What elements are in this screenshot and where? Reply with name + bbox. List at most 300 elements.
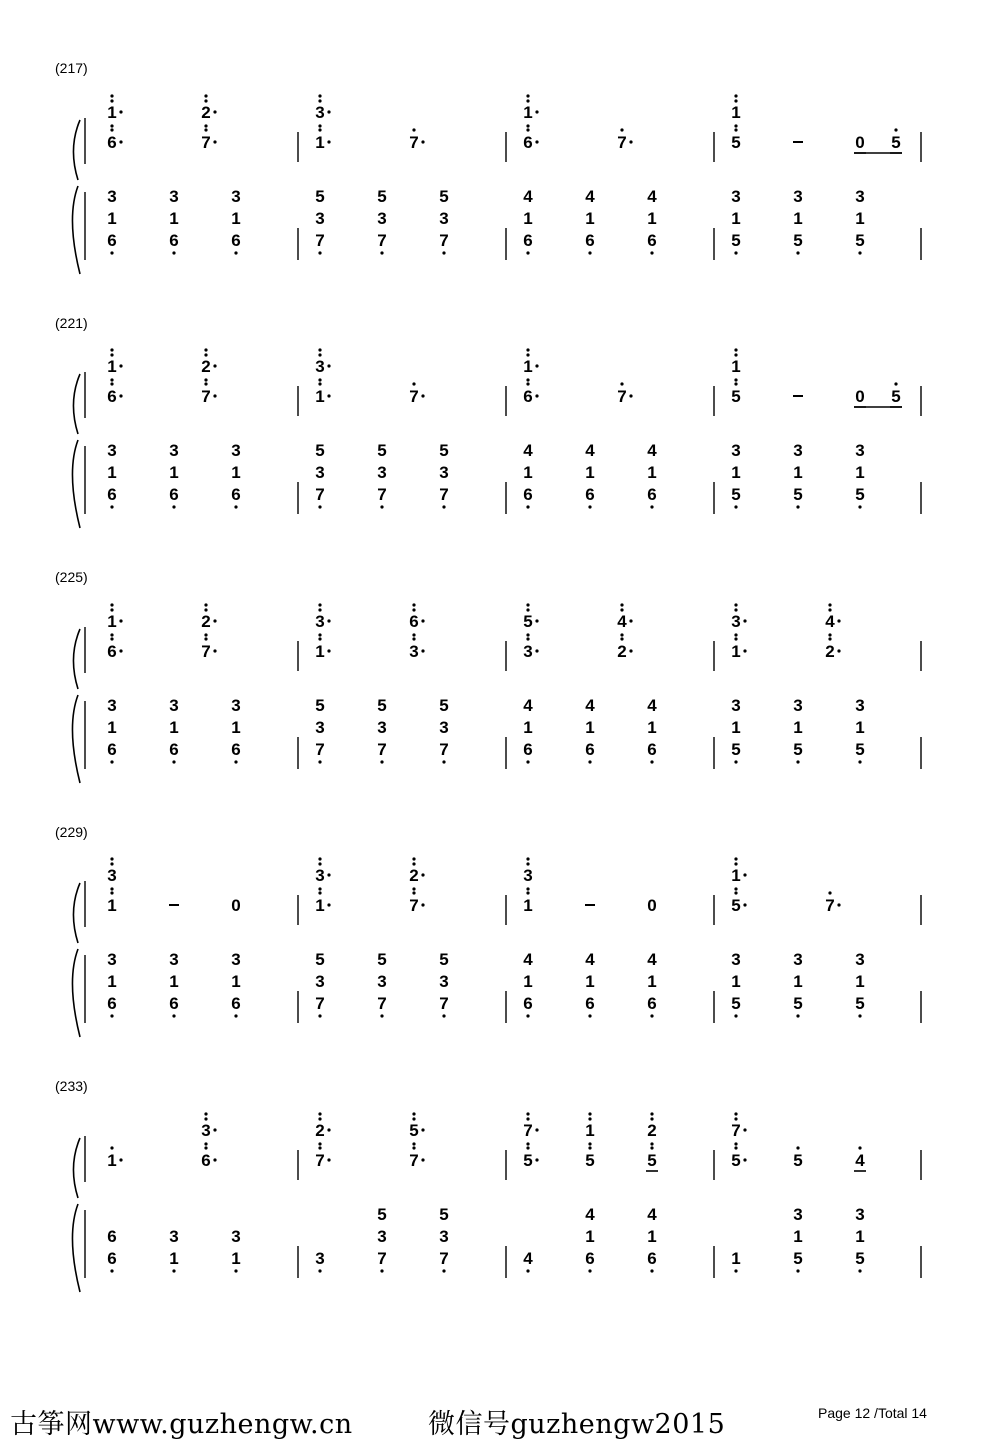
- octave-dot: [734, 378, 737, 381]
- octave-dot: [412, 128, 415, 131]
- bass-note: 1: [731, 1249, 741, 1268]
- treble-note: 1: [315, 896, 325, 915]
- augmentation-dot: [743, 619, 746, 622]
- octave-dot: [588, 760, 591, 763]
- octave-dot: [620, 382, 623, 385]
- treble-note: 7: [409, 896, 419, 915]
- octave-dot: [412, 637, 415, 640]
- bass-note: 1: [855, 1227, 865, 1246]
- octave-dot: [734, 891, 737, 894]
- augmentation-dot: [213, 1158, 216, 1161]
- brace-upper: [73, 120, 80, 180]
- octave-dot: [110, 633, 113, 636]
- bass-note: 3: [855, 950, 865, 969]
- measure-number: (217): [55, 60, 88, 76]
- bass-note: 1: [169, 463, 179, 482]
- bass-note: 6: [523, 231, 533, 250]
- octave-dot: [412, 382, 415, 385]
- octave-dot: [526, 348, 529, 351]
- augmentation-dot: [213, 110, 216, 113]
- octave-dot: [318, 251, 321, 254]
- octave-dot: [204, 348, 207, 351]
- octave-dot: [650, 1112, 653, 1115]
- bass-note: 3: [231, 1227, 241, 1246]
- brace-lower: [72, 186, 80, 274]
- octave-dot: [110, 382, 113, 385]
- bass-note: 7: [377, 994, 387, 1013]
- octave-dot: [734, 124, 737, 127]
- augmentation-dot: [743, 1128, 746, 1131]
- bass-note: 1: [523, 463, 533, 482]
- octave-dot: [110, 857, 113, 860]
- bass-note: 3: [107, 187, 117, 206]
- bass-note: 7: [315, 994, 325, 1013]
- bass-note: 3: [793, 187, 803, 206]
- octave-dot: [526, 1146, 529, 1149]
- treble-upper-note: 1: [523, 103, 533, 122]
- augmentation-dot: [535, 364, 538, 367]
- bass-note: 5: [793, 740, 803, 759]
- augmentation-dot: [119, 619, 122, 622]
- footer-site-text: 古筝网www.guzhengw.cn: [10, 1409, 353, 1440]
- bass-note: 3: [793, 696, 803, 715]
- bass-note: 1: [585, 718, 595, 737]
- treble-note: 7: [409, 387, 419, 406]
- octave-dot: [734, 1269, 737, 1272]
- octave-dot: [318, 1142, 321, 1145]
- octave-dot: [318, 633, 321, 636]
- bass-note: 3: [793, 1205, 803, 1224]
- treble-upper-note: 4: [825, 612, 835, 631]
- octave-dot: [734, 128, 737, 131]
- measure-number: (229): [55, 824, 88, 840]
- augmentation-dot: [327, 1158, 330, 1161]
- bass-note: 5: [377, 1205, 387, 1224]
- treble-note: 2: [617, 642, 627, 661]
- bass-note: 1: [731, 209, 741, 228]
- bass-note: 6: [523, 485, 533, 504]
- bass-note: 3: [377, 972, 387, 991]
- augmentation-dot: [327, 873, 330, 876]
- bass-note: 3: [169, 696, 179, 715]
- octave-dot: [442, 251, 445, 254]
- bass-note: 4: [647, 441, 657, 460]
- augmentation-dot: [837, 619, 840, 622]
- treble-note: 1: [315, 642, 325, 661]
- treble-upper-note: 3: [201, 1121, 211, 1140]
- octave-dot: [734, 94, 737, 97]
- octave-dot: [110, 1269, 113, 1272]
- treble-note: 6: [201, 1151, 211, 1170]
- bass-note: 1: [731, 463, 741, 482]
- octave-dot: [204, 378, 207, 381]
- bass-note: 5: [377, 696, 387, 715]
- octave-dot: [318, 891, 321, 894]
- bass-note: 1: [855, 209, 865, 228]
- augmentation-dot: [119, 140, 122, 143]
- bass-note: 3: [855, 1205, 865, 1224]
- octave-dot: [110, 353, 113, 356]
- bass-note: 6: [585, 994, 595, 1013]
- bass-note: 6: [107, 485, 117, 504]
- bass-note: 4: [585, 1205, 595, 1224]
- treble-upper-note: 1: [107, 612, 117, 631]
- bass-note: 7: [315, 485, 325, 504]
- octave-dot: [412, 603, 415, 606]
- treble-upper-note: 3: [107, 866, 117, 885]
- bass-note: 1: [169, 718, 179, 737]
- octave-dot: [204, 128, 207, 131]
- octave-dot: [172, 1269, 175, 1272]
- bass-note: 3: [855, 441, 865, 460]
- bass-note: 7: [315, 231, 325, 250]
- treble-note: 0: [855, 387, 865, 406]
- bass-note: 4: [585, 696, 595, 715]
- augmentation-dot: [213, 649, 216, 652]
- augmentation-dot: [629, 649, 632, 652]
- bass-note: 5: [315, 950, 325, 969]
- bass-note: 1: [731, 972, 741, 991]
- octave-dot: [526, 251, 529, 254]
- octave-dot: [650, 1269, 653, 1272]
- bass-note: 5: [731, 231, 741, 250]
- octave-dot: [318, 382, 321, 385]
- octave-dot: [172, 251, 175, 254]
- treble-note: 2: [825, 642, 835, 661]
- octave-dot: [858, 760, 861, 763]
- octave-dot: [526, 128, 529, 131]
- bass-note: 1: [647, 972, 657, 991]
- treble-note: 7: [825, 896, 835, 915]
- octave-dot: [526, 124, 529, 127]
- octave-dot: [858, 251, 861, 254]
- octave-dot: [620, 128, 623, 131]
- bass-note: 3: [439, 718, 449, 737]
- bass-note: 4: [647, 187, 657, 206]
- bass-note: 4: [647, 1205, 657, 1224]
- octave-dot: [650, 251, 653, 254]
- bass-note: 5: [439, 696, 449, 715]
- octave-dot: [894, 128, 897, 131]
- augmentation-dot: [213, 1128, 216, 1131]
- treble-note: 5: [585, 1151, 595, 1170]
- bass-note: 4: [523, 950, 533, 969]
- augmentation-dot: [327, 619, 330, 622]
- bass-note: 1: [647, 209, 657, 228]
- bass-note: 1: [793, 463, 803, 482]
- augmentation-dot: [119, 649, 122, 652]
- octave-dot: [318, 862, 321, 865]
- bass-note: 6: [585, 740, 595, 759]
- octave-dot: [858, 1269, 861, 1272]
- octave-dot: [110, 378, 113, 381]
- octave-dot: [526, 94, 529, 97]
- octave-dot: [110, 891, 113, 894]
- bass-note: 1: [793, 718, 803, 737]
- treble-note: 6: [107, 642, 117, 661]
- octave-dot: [734, 348, 737, 351]
- bass-note: 3: [107, 696, 117, 715]
- octave-dot: [172, 1014, 175, 1017]
- octave-dot: [318, 1117, 321, 1120]
- treble-upper-note: 1: [523, 357, 533, 376]
- bass-note: 3: [439, 463, 449, 482]
- brace-upper: [73, 374, 80, 434]
- bass-note: 6: [647, 994, 657, 1013]
- treble-note: 7: [409, 1151, 419, 1170]
- octave-dot: [110, 637, 113, 640]
- bass-note: 1: [231, 718, 241, 737]
- octave-dot: [318, 99, 321, 102]
- bass-note: 5: [793, 485, 803, 504]
- octave-dot: [894, 382, 897, 385]
- treble-upper-note: 2: [201, 612, 211, 631]
- octave-dot: [234, 1269, 237, 1272]
- octave-dot: [204, 99, 207, 102]
- augmentation-dot: [535, 1128, 538, 1131]
- bass-note: 3: [169, 1227, 179, 1246]
- bass-note: 3: [793, 950, 803, 969]
- augmentation-dot: [213, 394, 216, 397]
- octave-dot: [796, 251, 799, 254]
- bass-note: 5: [793, 231, 803, 250]
- octave-dot: [650, 760, 653, 763]
- octave-dot: [650, 1142, 653, 1145]
- octave-dot: [412, 1142, 415, 1145]
- octave-dot: [318, 94, 321, 97]
- octave-dot: [412, 1112, 415, 1115]
- octave-dot: [620, 633, 623, 636]
- octave-dot: [412, 857, 415, 860]
- augmentation-dot: [327, 649, 330, 652]
- octave-dot: [204, 603, 207, 606]
- bass-note: 3: [107, 441, 117, 460]
- bass-note: 3: [231, 950, 241, 969]
- octave-dot: [650, 1014, 653, 1017]
- bass-note: 1: [585, 1227, 595, 1246]
- octave-dot: [442, 505, 445, 508]
- augmentation-dot: [535, 110, 538, 113]
- bass-note: 4: [585, 950, 595, 969]
- bass-note: 1: [647, 463, 657, 482]
- octave-dot: [204, 1142, 207, 1145]
- octave-dot: [734, 1142, 737, 1145]
- treble-upper-note: 3: [315, 866, 325, 885]
- octave-dot: [734, 382, 737, 385]
- octave-dot: [110, 128, 113, 131]
- augmentation-dot: [743, 1158, 746, 1161]
- bass-note: 6: [107, 1249, 117, 1268]
- augmentation-dot: [629, 394, 632, 397]
- octave-dot: [526, 637, 529, 640]
- octave-dot: [734, 633, 737, 636]
- octave-dot: [110, 603, 113, 606]
- bass-note: 3: [377, 1227, 387, 1246]
- bass-note: 5: [377, 187, 387, 206]
- octave-dot: [620, 637, 623, 640]
- bass-note: 7: [377, 485, 387, 504]
- octave-dot: [526, 891, 529, 894]
- octave-dot: [588, 1014, 591, 1017]
- bass-note: 3: [231, 696, 241, 715]
- bass-note: 6: [523, 740, 533, 759]
- bass-note: 4: [647, 950, 657, 969]
- treble-note: 1: [107, 896, 117, 915]
- octave-dot: [380, 1269, 383, 1272]
- octave-dot: [318, 608, 321, 611]
- octave-dot: [734, 760, 737, 763]
- octave-dot: [734, 1014, 737, 1017]
- octave-dot: [620, 608, 623, 611]
- bass-note: 5: [731, 994, 741, 1013]
- octave-dot: [526, 633, 529, 636]
- bass-note: 5: [793, 1249, 803, 1268]
- bass-note: 1: [169, 972, 179, 991]
- bass-note: 6: [647, 231, 657, 250]
- brace-upper: [73, 629, 80, 689]
- bass-note: 6: [523, 994, 533, 1013]
- octave-dot: [318, 760, 321, 763]
- octave-dot: [318, 1014, 321, 1017]
- bass-note: 3: [169, 441, 179, 460]
- treble-upper-note: 6: [409, 612, 419, 631]
- treble-upper-note: 2: [201, 357, 211, 376]
- bass-note: 6: [107, 1227, 117, 1246]
- bass-note: 6: [107, 994, 117, 1013]
- augmentation-dot: [535, 140, 538, 143]
- bass-note: 4: [523, 696, 533, 715]
- treble-note: 0: [231, 896, 241, 915]
- bass-note: 3: [315, 209, 325, 228]
- bass-note: 5: [439, 187, 449, 206]
- treble-upper-note: 5: [523, 612, 533, 631]
- bass-note: 3: [731, 696, 741, 715]
- octave-dot: [620, 603, 623, 606]
- bass-note: 1: [169, 1249, 179, 1268]
- octave-dot: [588, 1112, 591, 1115]
- bass-note: 5: [439, 1205, 449, 1224]
- octave-dot: [828, 891, 831, 894]
- octave-dot: [318, 857, 321, 860]
- octave-dot: [734, 1146, 737, 1149]
- octave-dot: [526, 382, 529, 385]
- octave-dot: [412, 608, 415, 611]
- augmentation-dot: [743, 649, 746, 652]
- measure-number: (225): [55, 569, 88, 585]
- bass-note: 6: [169, 485, 179, 504]
- bass-note: 3: [315, 972, 325, 991]
- octave-dot: [234, 1014, 237, 1017]
- octave-dot: [380, 505, 383, 508]
- bass-note: 1: [793, 972, 803, 991]
- octave-dot: [442, 1269, 445, 1272]
- bass-note: 5: [315, 441, 325, 460]
- octave-dot: [526, 603, 529, 606]
- augmentation-dot: [421, 873, 424, 876]
- octave-dot: [588, 1269, 591, 1272]
- augmentation-dot: [743, 873, 746, 876]
- bass-note: 1: [231, 209, 241, 228]
- octave-dot: [412, 633, 415, 636]
- octave-dot: [110, 1014, 113, 1017]
- octave-dot: [110, 99, 113, 102]
- bass-note: 4: [585, 187, 595, 206]
- augmentation-dot: [119, 394, 122, 397]
- octave-dot: [526, 1014, 529, 1017]
- treble-note: 5: [647, 1151, 657, 1170]
- treble-note: 5: [731, 1151, 741, 1170]
- footer-wechat-text: 微信号guzhengw2015: [428, 1409, 726, 1440]
- bass-note: 4: [647, 696, 657, 715]
- brace-lower: [72, 440, 80, 528]
- octave-dot: [380, 1014, 383, 1017]
- octave-dot: [828, 603, 831, 606]
- bass-note: 7: [377, 231, 387, 250]
- octave-dot: [734, 505, 737, 508]
- treble-upper-note: 1: [107, 103, 117, 122]
- brace-lower: [72, 949, 80, 1037]
- treble-upper-note: 5: [409, 1121, 419, 1140]
- augmentation-dot: [213, 140, 216, 143]
- bass-note: 1: [647, 718, 657, 737]
- bass-note: 1: [585, 209, 595, 228]
- octave-dot: [204, 1146, 207, 1149]
- treble-note: 7: [201, 642, 211, 661]
- augmentation-dot: [119, 364, 122, 367]
- octave-dot: [412, 887, 415, 890]
- octave-dot: [110, 1146, 113, 1149]
- augmentation-dot: [327, 140, 330, 143]
- octave-dot: [204, 124, 207, 127]
- augmentation-dot: [119, 110, 122, 113]
- bass-note: 5: [377, 441, 387, 460]
- bass-note: 6: [169, 740, 179, 759]
- bass-note: 6: [231, 485, 241, 504]
- bass-note: 4: [523, 187, 533, 206]
- bass-note: 1: [855, 718, 865, 737]
- octave-dot: [442, 760, 445, 763]
- treble-note: 0: [647, 896, 657, 915]
- octave-dot: [318, 378, 321, 381]
- octave-dot: [110, 608, 113, 611]
- bass-note: 1: [793, 209, 803, 228]
- treble-upper-note: 1: [731, 357, 741, 376]
- octave-dot: [734, 1117, 737, 1120]
- treble-note: 5: [793, 1151, 803, 1170]
- octave-dot: [172, 760, 175, 763]
- treble-note: 6: [523, 387, 533, 406]
- bass-note: 7: [439, 485, 449, 504]
- treble-note: 6: [107, 387, 117, 406]
- bass-note: 1: [107, 972, 117, 991]
- octave-dot: [110, 862, 113, 865]
- bass-note: 3: [315, 463, 325, 482]
- treble-upper-note: 3: [731, 612, 741, 631]
- treble-note: 5: [731, 896, 741, 915]
- bass-note: 1: [231, 1249, 241, 1268]
- bass-note: 3: [107, 950, 117, 969]
- treble-upper-note: 2: [647, 1121, 657, 1140]
- bass-note: 1: [647, 1227, 657, 1246]
- octave-dot: [734, 99, 737, 102]
- octave-dot: [318, 1146, 321, 1149]
- treble-note: 1: [523, 896, 533, 915]
- augmentation-dot: [421, 394, 424, 397]
- treble-upper-note: 2: [201, 103, 211, 122]
- octave-dot: [858, 505, 861, 508]
- bass-note: 1: [523, 718, 533, 737]
- octave-dot: [110, 94, 113, 97]
